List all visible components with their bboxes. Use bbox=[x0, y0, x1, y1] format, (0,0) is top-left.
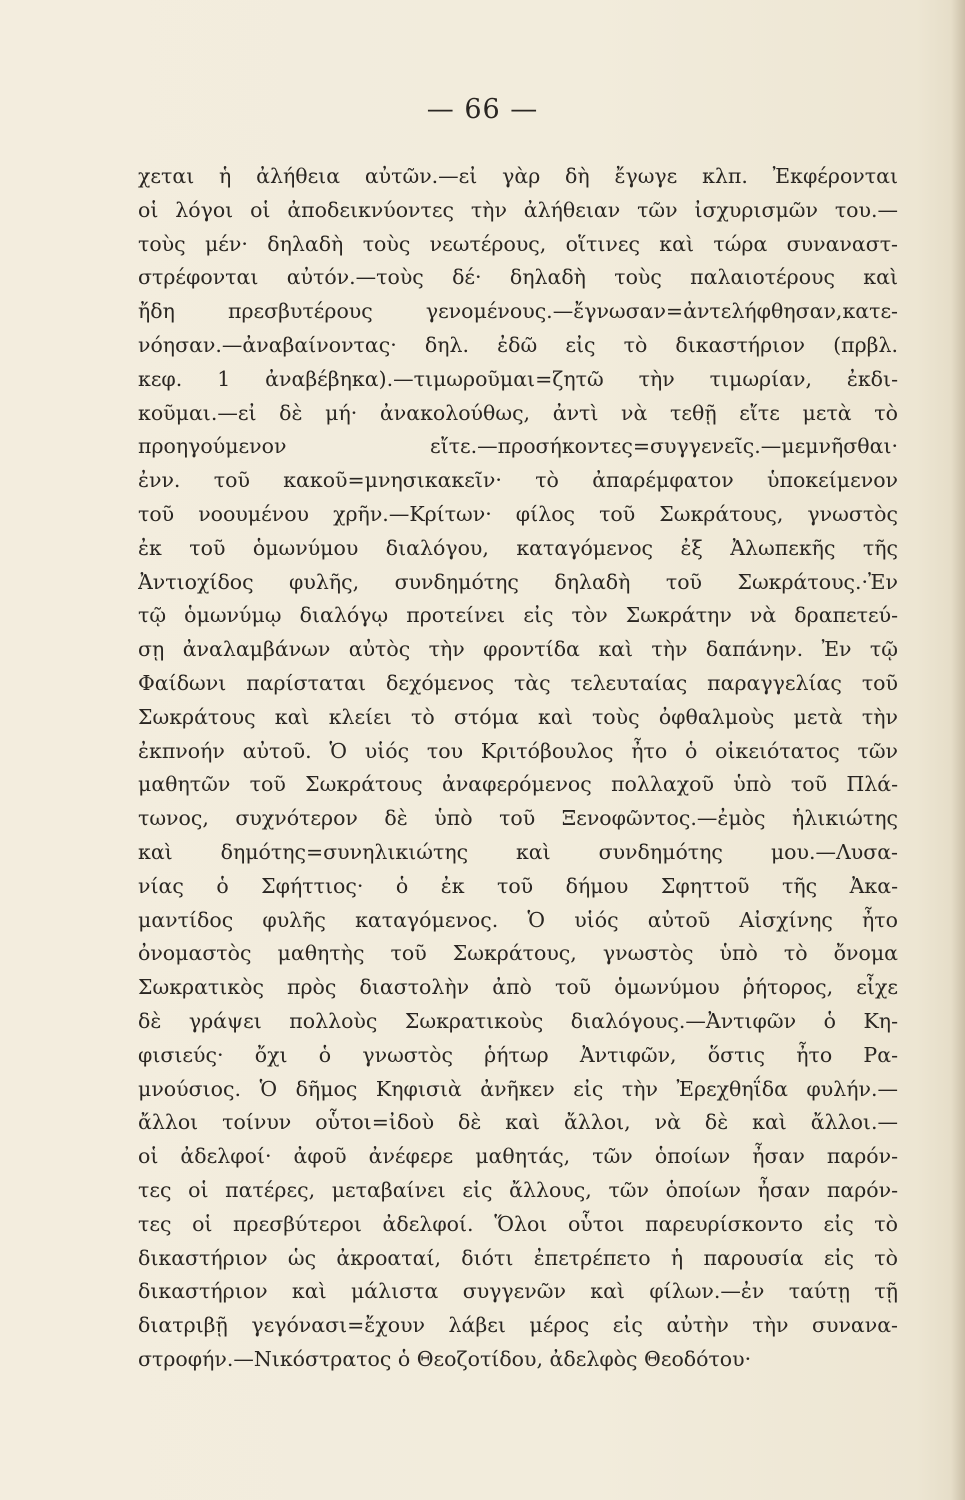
text-line: φισιεύς· ὄχι ὁ γνωστὸς ῥήτωρ Ἀντιφῶν, ὅστις ἦτο Ρα- bbox=[138, 1042, 898, 1067]
text-line: κοῦμαι.—εἰ δὲ μή· ἀνακολούθως, ἀντὶ νὰ τεθῇ εἴτε μετὰ τὸ bbox=[138, 400, 898, 425]
text-line: Σωκρατικὸς πρὸς διαστολὴν ἀπὸ τοῦ ὁμωνύμου ῥήτορος, εἶχε bbox=[138, 975, 898, 1000]
text-line: ἐκπνοήν αὐτοῦ. Ὁ υἱός του Κριτόβουλος ἦτο ὁ οἰκειότατος τῶν bbox=[138, 738, 898, 763]
text-line: στροφήν.—Νικόστρατος ὁ Θεοζοτίδου, ἀδελφὸς Θεοδότου· bbox=[138, 1346, 752, 1371]
text-line: διατριβῇ γεγόνασι=ἔχουν λάβει μέρος εἰς αὐτὴν τὴν συνανα- bbox=[138, 1313, 898, 1338]
text-line: τῷ ὁμωνύμῳ διαλόγῳ προτείνει εἰς τὸν Σωκράτην νὰ δραπετεύ- bbox=[138, 603, 898, 628]
text-line: δὲ γράψει πολλοὺς Σωκρατικοὺς διαλόγους.—Ἀντιφῶν ὁ Κη- bbox=[138, 1008, 898, 1033]
text-line: καὶ δημότης=συνηλικιώτης καὶ συνδημότης μου.—Λυσα- bbox=[138, 839, 898, 864]
text-line: μαθητῶν τοῦ Σωκράτους ἀναφερόμενος πολλαχοῦ ὑπὸ τοῦ Πλά- bbox=[138, 772, 898, 797]
text-line: οἱ λόγοι οἱ ἀποδεικνύοντες τὴν ἀλήθειαν τῶν ἰσχυρισμῶν του.— bbox=[138, 197, 898, 222]
text-line: τοὺς μέν· δηλαδὴ τοὺς νεωτέρους, οἵτινες καὶ τώρα συναναστ- bbox=[138, 231, 898, 256]
text-line: νόησαν.—ἀναβαίνοντας· δηλ. ἐδῶ εἰς τὸ δικαστήριον (πρβλ. bbox=[138, 332, 898, 357]
text-line: τοῦ νοουμένου χρῆν.—Κρίτων· φίλος τοῦ Σωκράτους, γνωστὸς bbox=[138, 501, 898, 526]
page-edge-shadow bbox=[951, 0, 965, 1500]
text-line: ὀνομαστὸς μαθητὴς τοῦ Σωκράτους, γνωστὸς ὑπὸ τὸ ὄνομα bbox=[138, 941, 898, 966]
text-line: δικαστήριον καὶ μάλιστα συγγενῶν καὶ φίλων.—ἐν ταύτῃ τῇ bbox=[138, 1279, 898, 1304]
text-line: νίας ὁ Σφήττιος· ὁ ἐκ τοῦ δήμου Σφηττοῦ τῆς Ἀκα- bbox=[138, 873, 898, 898]
text-line: σῃ ἀναλαμβάνων αὐτὸς τὴν φροντίδα καὶ τὴν δαπάνην. Ἐν τῷ bbox=[138, 637, 898, 662]
text-line: ἤδη πρεσβυτέρους γενομένους.—ἔγνωσαν=ἀντελήφθησαν,κατε- bbox=[138, 299, 898, 324]
text-line: τες οἱ πρεσβύτεροι ἀδελφοί. Ὅλοι οὗτοι παρευρίσκοντο εἰς τὸ bbox=[138, 1211, 898, 1236]
text-line: τωνος, συχνότερον δὲ ὑπὸ τοῦ Ξενοφῶντος.—ἐμὸς ἡλικιώτης bbox=[138, 806, 898, 831]
text-line: Ἀντιοχίδος φυλῆς, συνδημότης δηλαδὴ τοῦ Σωκράτους.·Ἐν bbox=[138, 569, 898, 594]
text-line: Φαίδωνι παρίσταται δεχόμενος τὰς τελευταίας παραγγελίας τοῦ bbox=[138, 670, 898, 695]
text-line: ἐκ τοῦ ὁμωνύμου διαλόγου, καταγόμενος ἐξ Ἀλωπεκῆς τῆς bbox=[138, 535, 898, 560]
text-line: χεται ἡ ἀλήθεια αὐτῶν.—εἰ γὰρ δὴ ἔγωγε κλπ. Ἐκφέρονται bbox=[138, 164, 898, 188]
page-number: — 66 — bbox=[426, 94, 539, 125]
text-line: δικαστήριον ὡς ἀκροαταί, διότι ἐπετρέπετο ἡ παρουσία εἰς τὸ bbox=[138, 1245, 898, 1270]
commentary-text bbox=[138, 160, 898, 1377]
text-line: οἱ ἀδελφοί· ἀφοῦ ἀνέφερε μαθητάς, τῶν ὁποίων ἦσαν παρόν- bbox=[138, 1144, 898, 1169]
text-line: τες οἱ πατέρες, μεταβαίνει εἰς ἄλλους, τῶν ὁποίων ἦσαν παρόν- bbox=[138, 1177, 898, 1202]
text-line: ἐνν. τοῦ κακοῦ=μνησικακεῖν· τὸ ἀπαρέμφατον ὑποκείμενον bbox=[138, 468, 898, 493]
text-line: ἄλλοι τοίνυν οὗτοι=ἰδοὺ δὲ καὶ ἄλλοι, νὰ δὲ καὶ ἄλλοι.— bbox=[138, 1110, 898, 1135]
text-line: κεφ. 1 ἀναβέβηκα).—τιμωροῦμαι=ζητῶ τὴν τιμωρίαν, ἐκδι- bbox=[138, 366, 898, 391]
text-line: μνούσιος. Ὁ δῆμος Κηφισιὰ ἀνῆκεν εἰς τὴν Ἐρεχθηΐδα φυλήν.— bbox=[138, 1076, 898, 1101]
text-line: Σωκράτους καὶ κλείει τὸ στόμα καὶ τοὺς ὀφθαλμοὺς μετὰ τὴν bbox=[138, 704, 898, 729]
text-line: μαντίδος φυλῆς καταγόμενος. Ὁ υἱός αὐτοῦ Αἰσχίνης ἦτο bbox=[138, 907, 898, 932]
text-line: στρέφονται αὐτόν.—τοὺς δέ· δηλαδὴ τοὺς παλαιοτέρους καὶ bbox=[138, 265, 898, 290]
text-line: προηγούμενον εἴτε.—προσήκοντες=συγγενεῖς.—μεμνῆσθαι· bbox=[138, 434, 898, 459]
